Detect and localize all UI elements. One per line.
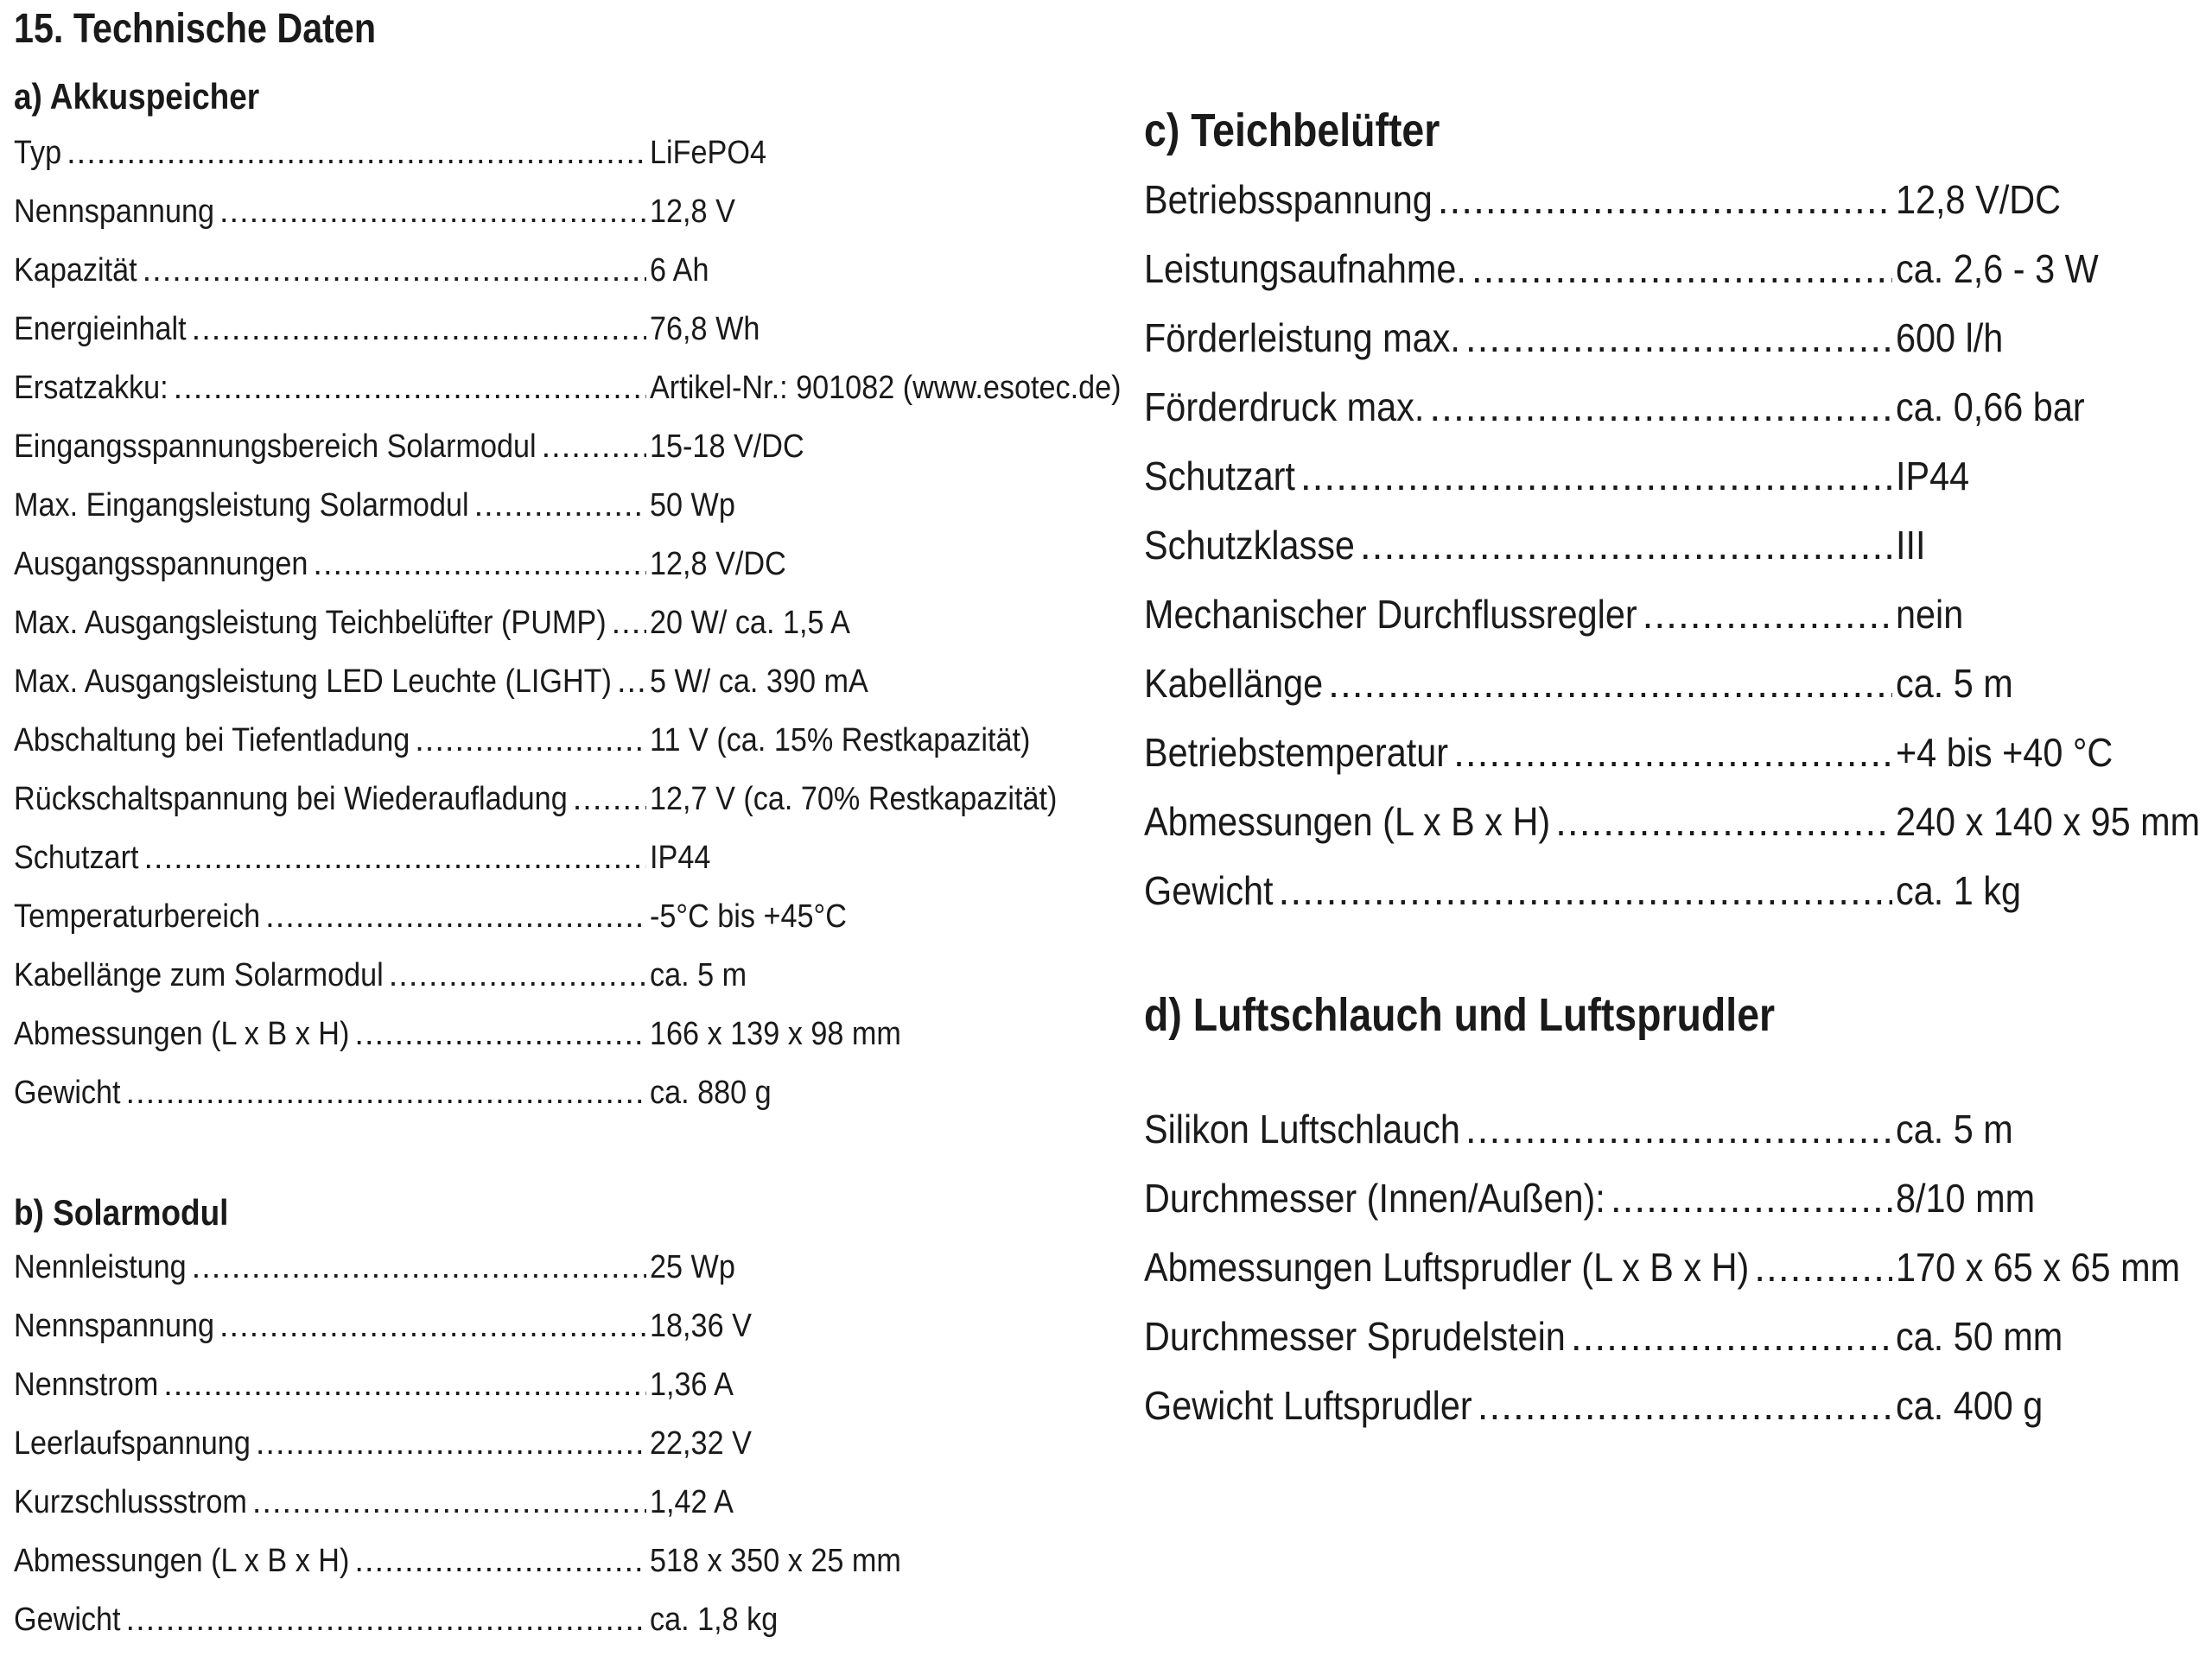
spec-row bbox=[14, 1367, 1128, 1410]
spec-value: 166 x 139 x 98 mm bbox=[650, 1016, 901, 1052]
spec-label: Kapazität bbox=[14, 252, 137, 289]
spec-label: Typ bbox=[14, 135, 62, 171]
spec-value: ca. 5 m bbox=[1896, 661, 2013, 706]
page-title: 15. Technische Daten bbox=[14, 6, 377, 52]
spec-row bbox=[1144, 1175, 2198, 1227]
dot-leader bbox=[612, 605, 646, 642]
spec-label: Gewicht bbox=[14, 1075, 121, 1111]
dot-leader bbox=[192, 1249, 646, 1286]
spec-row bbox=[14, 135, 1128, 178]
spec-row bbox=[14, 1484, 1128, 1527]
spec-value: 15-18 V/DC bbox=[650, 428, 804, 465]
spec-label: Leistungsaufnahme. bbox=[1144, 246, 1466, 291]
dot-leader bbox=[1300, 453, 1892, 499]
spec-label: Nennstrom bbox=[14, 1367, 159, 1403]
dot-leader bbox=[174, 370, 646, 407]
spec-value: 170 x 65 x 65 mm bbox=[1896, 1245, 2181, 1290]
spec-label: Betriebstemperatur bbox=[1144, 730, 1449, 775]
section-title-luftschlauch: d) Luftschlauch und Luftsprudler bbox=[1144, 989, 1776, 1041]
spec-row bbox=[1144, 1106, 2198, 1158]
spec-row bbox=[1144, 729, 2198, 781]
spec-value: 1,42 A bbox=[650, 1484, 734, 1520]
dot-leader bbox=[163, 1367, 646, 1404]
section-title-teichbelueftter: c) Teichbelüfter bbox=[1144, 105, 1440, 156]
spec-value: ca. 5 m bbox=[650, 957, 747, 993]
spec-row bbox=[14, 311, 1128, 354]
spec-row bbox=[14, 957, 1128, 1000]
spec-label: Nennspannung bbox=[14, 194, 215, 230]
spec-row bbox=[14, 1308, 1128, 1351]
dot-leader bbox=[1478, 1382, 1892, 1429]
spec-row bbox=[14, 605, 1128, 648]
spec-row bbox=[1144, 176, 2198, 228]
dot-leader bbox=[252, 1484, 646, 1521]
spec-label: Abmessungen (L x B x H) bbox=[14, 1543, 350, 1579]
spec-value: -5°C bis +45°C bbox=[650, 898, 847, 935]
spec-row bbox=[14, 840, 1128, 883]
dot-leader bbox=[1465, 1106, 1892, 1152]
spec-label: Kabellänge bbox=[1144, 661, 1324, 706]
spec-row bbox=[1144, 591, 2198, 643]
spec-label: Mechanischer Durchflussregler bbox=[1144, 592, 1637, 637]
spec-value: 76,8 Wh bbox=[650, 311, 760, 347]
spec-value: ca. 880 g bbox=[650, 1075, 772, 1111]
spec-label: Abschaltung bei Tiefentladung bbox=[14, 722, 410, 758]
spec-value: 518 x 350 x 25 mm bbox=[650, 1543, 901, 1579]
spec-row bbox=[1144, 453, 2198, 504]
spec-row bbox=[1144, 1313, 2198, 1365]
spec-row bbox=[14, 663, 1128, 707]
spec-row bbox=[1144, 798, 2201, 850]
dot-leader bbox=[1360, 522, 1892, 568]
dot-leader bbox=[192, 311, 646, 348]
dot-leader bbox=[474, 487, 646, 524]
dot-leader bbox=[389, 957, 646, 994]
spec-value: ca. 5 m bbox=[1896, 1107, 2013, 1152]
spec-label: Förderleistung max. bbox=[1144, 315, 1460, 360]
spec-label: Max. Ausgangsleistung LED Leuchte (LIGHT) bbox=[14, 663, 612, 700]
right-column bbox=[1144, 0, 2201, 1656]
spec-row bbox=[1144, 384, 2198, 435]
section-title-solarmodul: b) Solarmodul bbox=[14, 1192, 229, 1233]
dot-leader bbox=[354, 1543, 646, 1580]
spec-row bbox=[14, 1425, 1128, 1469]
spec-value: IP44 bbox=[1896, 454, 1970, 498]
dot-leader bbox=[1429, 384, 1892, 430]
dot-leader bbox=[126, 1602, 646, 1639]
dot-leader bbox=[143, 252, 646, 289]
spec-label: Schutzart bbox=[14, 840, 139, 876]
dot-leader bbox=[1555, 798, 1892, 845]
spec-value: ca. 1 kg bbox=[1896, 868, 2021, 913]
spec-row bbox=[14, 898, 1128, 942]
spec-label: Gewicht bbox=[14, 1602, 121, 1638]
left-column bbox=[14, 0, 1128, 1656]
dot-leader bbox=[313, 546, 646, 583]
dot-leader bbox=[573, 781, 646, 818]
spec-label: Nennspannung bbox=[14, 1308, 215, 1344]
spec-value: 240 x 140 x 95 mm bbox=[1896, 799, 2201, 844]
spec-label: Max. Ausgangsleistung Teichbelüfter (PUMP) bbox=[14, 605, 607, 641]
dot-leader bbox=[542, 428, 646, 466]
dot-leader bbox=[1328, 660, 1892, 707]
spec-value: 12,7 V (ca. 70% Restkapazität) bbox=[650, 781, 1058, 817]
spec-value: 20 W/ ca. 1,5 A bbox=[650, 605, 850, 641]
spec-value: 50 Wp bbox=[650, 487, 735, 523]
spec-label: Silikon Luftschlauch bbox=[1144, 1107, 1460, 1152]
spec-value: 8/10 mm bbox=[1896, 1176, 2036, 1221]
spec-row bbox=[14, 1249, 1128, 1292]
spec-label: Nennleistung bbox=[14, 1249, 187, 1285]
spec-value: 11 V (ca. 15% Restkapazität) bbox=[650, 722, 1031, 758]
spec-label: Max. Eingangsleistung Solarmodul bbox=[14, 487, 469, 523]
spec-value: 18,36 V bbox=[650, 1308, 752, 1344]
dot-leader bbox=[1279, 867, 1892, 914]
spec-row bbox=[14, 546, 1128, 589]
dot-leader bbox=[219, 194, 646, 231]
spec-label: Rückschaltspannung bei Wiederaufladung bbox=[14, 781, 568, 817]
spec-value: ca. 0,66 bar bbox=[1896, 384, 2085, 429]
spec-row bbox=[14, 1016, 1128, 1059]
spec-label: Energieinhalt bbox=[14, 311, 187, 347]
dot-leader bbox=[219, 1308, 646, 1345]
spec-row bbox=[1144, 867, 2198, 919]
spec-row bbox=[1144, 1382, 2198, 1434]
spec-row bbox=[14, 1543, 1128, 1586]
dot-leader bbox=[67, 135, 646, 172]
spec-label: Schutzklasse bbox=[1144, 523, 1355, 568]
spec-row bbox=[14, 781, 1128, 824]
spec-row bbox=[14, 370, 1128, 413]
spec-value: 22,32 V bbox=[650, 1425, 752, 1462]
spec-row bbox=[1144, 314, 2198, 366]
spec-row bbox=[14, 194, 1128, 237]
spec-value: LiFePO4 bbox=[650, 135, 766, 171]
spec-row bbox=[14, 252, 1128, 295]
spec-label: Abmessungen Luftsprudler (L x B x H) bbox=[1144, 1245, 1750, 1290]
spec-value: ca. 400 g bbox=[1896, 1383, 2044, 1428]
spec-value: 12,8 V/DC bbox=[650, 546, 786, 582]
spec-row bbox=[14, 1602, 1128, 1645]
dot-leader bbox=[256, 1425, 646, 1462]
dot-leader bbox=[1571, 1313, 1892, 1360]
dot-leader bbox=[126, 1075, 646, 1112]
spec-label: Durchmesser Sprudelstein bbox=[1144, 1314, 1566, 1359]
dot-leader bbox=[265, 898, 646, 936]
spec-value: 12,8 V/DC bbox=[1896, 177, 2061, 222]
spec-row bbox=[14, 428, 1128, 472]
spec-label: Leerlaufspannung bbox=[14, 1425, 251, 1462]
spec-label: Kabellänge zum Solarmodul bbox=[14, 957, 384, 993]
spec-label: Abmessungen (L x B x H) bbox=[14, 1016, 350, 1052]
spec-label: Ersatzakku: bbox=[14, 370, 168, 406]
spec-label: Förderdruck max. bbox=[1144, 384, 1425, 429]
spec-row bbox=[1144, 1244, 2198, 1296]
dot-leader bbox=[617, 663, 646, 701]
dot-leader bbox=[1471, 245, 1892, 292]
dot-leader bbox=[143, 840, 646, 877]
spec-value: 12,8 V bbox=[650, 194, 735, 230]
spec-value: 6 Ah bbox=[650, 252, 709, 289]
spec-label: Gewicht Luftsprudler bbox=[1144, 1383, 1472, 1428]
spec-row bbox=[14, 722, 1128, 765]
spec-label: Durchmesser (Innen/Außen): bbox=[1144, 1176, 1605, 1221]
spec-value: ca. 50 mm bbox=[1896, 1314, 2063, 1359]
dot-leader bbox=[1453, 729, 1892, 776]
spec-row bbox=[1144, 522, 2198, 574]
dot-leader bbox=[354, 1016, 646, 1053]
dot-leader bbox=[1754, 1244, 1892, 1291]
spec-label: Eingangsspannungsbereich Solarmodul bbox=[14, 428, 537, 465]
spec-value: nein bbox=[1896, 592, 1964, 637]
spec-value: 600 l/h bbox=[1896, 315, 2004, 360]
spec-value: ca. 1,8 kg bbox=[650, 1602, 779, 1638]
spec-label: Betriebsspannung bbox=[1144, 177, 1433, 222]
dot-leader bbox=[1643, 591, 1892, 638]
spec-value: +4 bis +40 °C bbox=[1896, 730, 2113, 775]
spec-label: Abmessungen (L x B x H) bbox=[1144, 799, 1551, 844]
spec-row bbox=[1144, 660, 2198, 712]
section-title-akkuspeicher: a) Akkuspeicher bbox=[14, 76, 260, 117]
spec-value: 25 Wp bbox=[650, 1249, 735, 1285]
dot-leader bbox=[1611, 1175, 1892, 1221]
spec-value: 5 W/ ca. 390 mA bbox=[650, 663, 868, 700]
dot-leader bbox=[415, 722, 646, 759]
spec-label: Kurzschlussstrom bbox=[14, 1484, 247, 1520]
spec-label: Gewicht bbox=[1144, 868, 1274, 913]
spec-label: Ausgangsspannungen bbox=[14, 546, 308, 582]
spec-label: Temperaturbereich bbox=[14, 898, 261, 935]
spec-value: Artikel-Nr.: 901082 (www.esotec.de) bbox=[650, 370, 1122, 406]
dot-leader bbox=[1465, 314, 1892, 361]
spec-row bbox=[14, 487, 1128, 530]
spec-value: 1,36 A bbox=[650, 1367, 734, 1403]
spec-value: III bbox=[1896, 523, 1926, 568]
dot-leader bbox=[1438, 176, 1892, 223]
spec-row bbox=[1144, 245, 2198, 297]
spec-label: Schutzart bbox=[1144, 454, 1295, 498]
spec-value: IP44 bbox=[650, 840, 711, 876]
spec-value: ca. 2,6 - 3 W bbox=[1896, 246, 2099, 291]
spec-row bbox=[14, 1075, 1128, 1118]
